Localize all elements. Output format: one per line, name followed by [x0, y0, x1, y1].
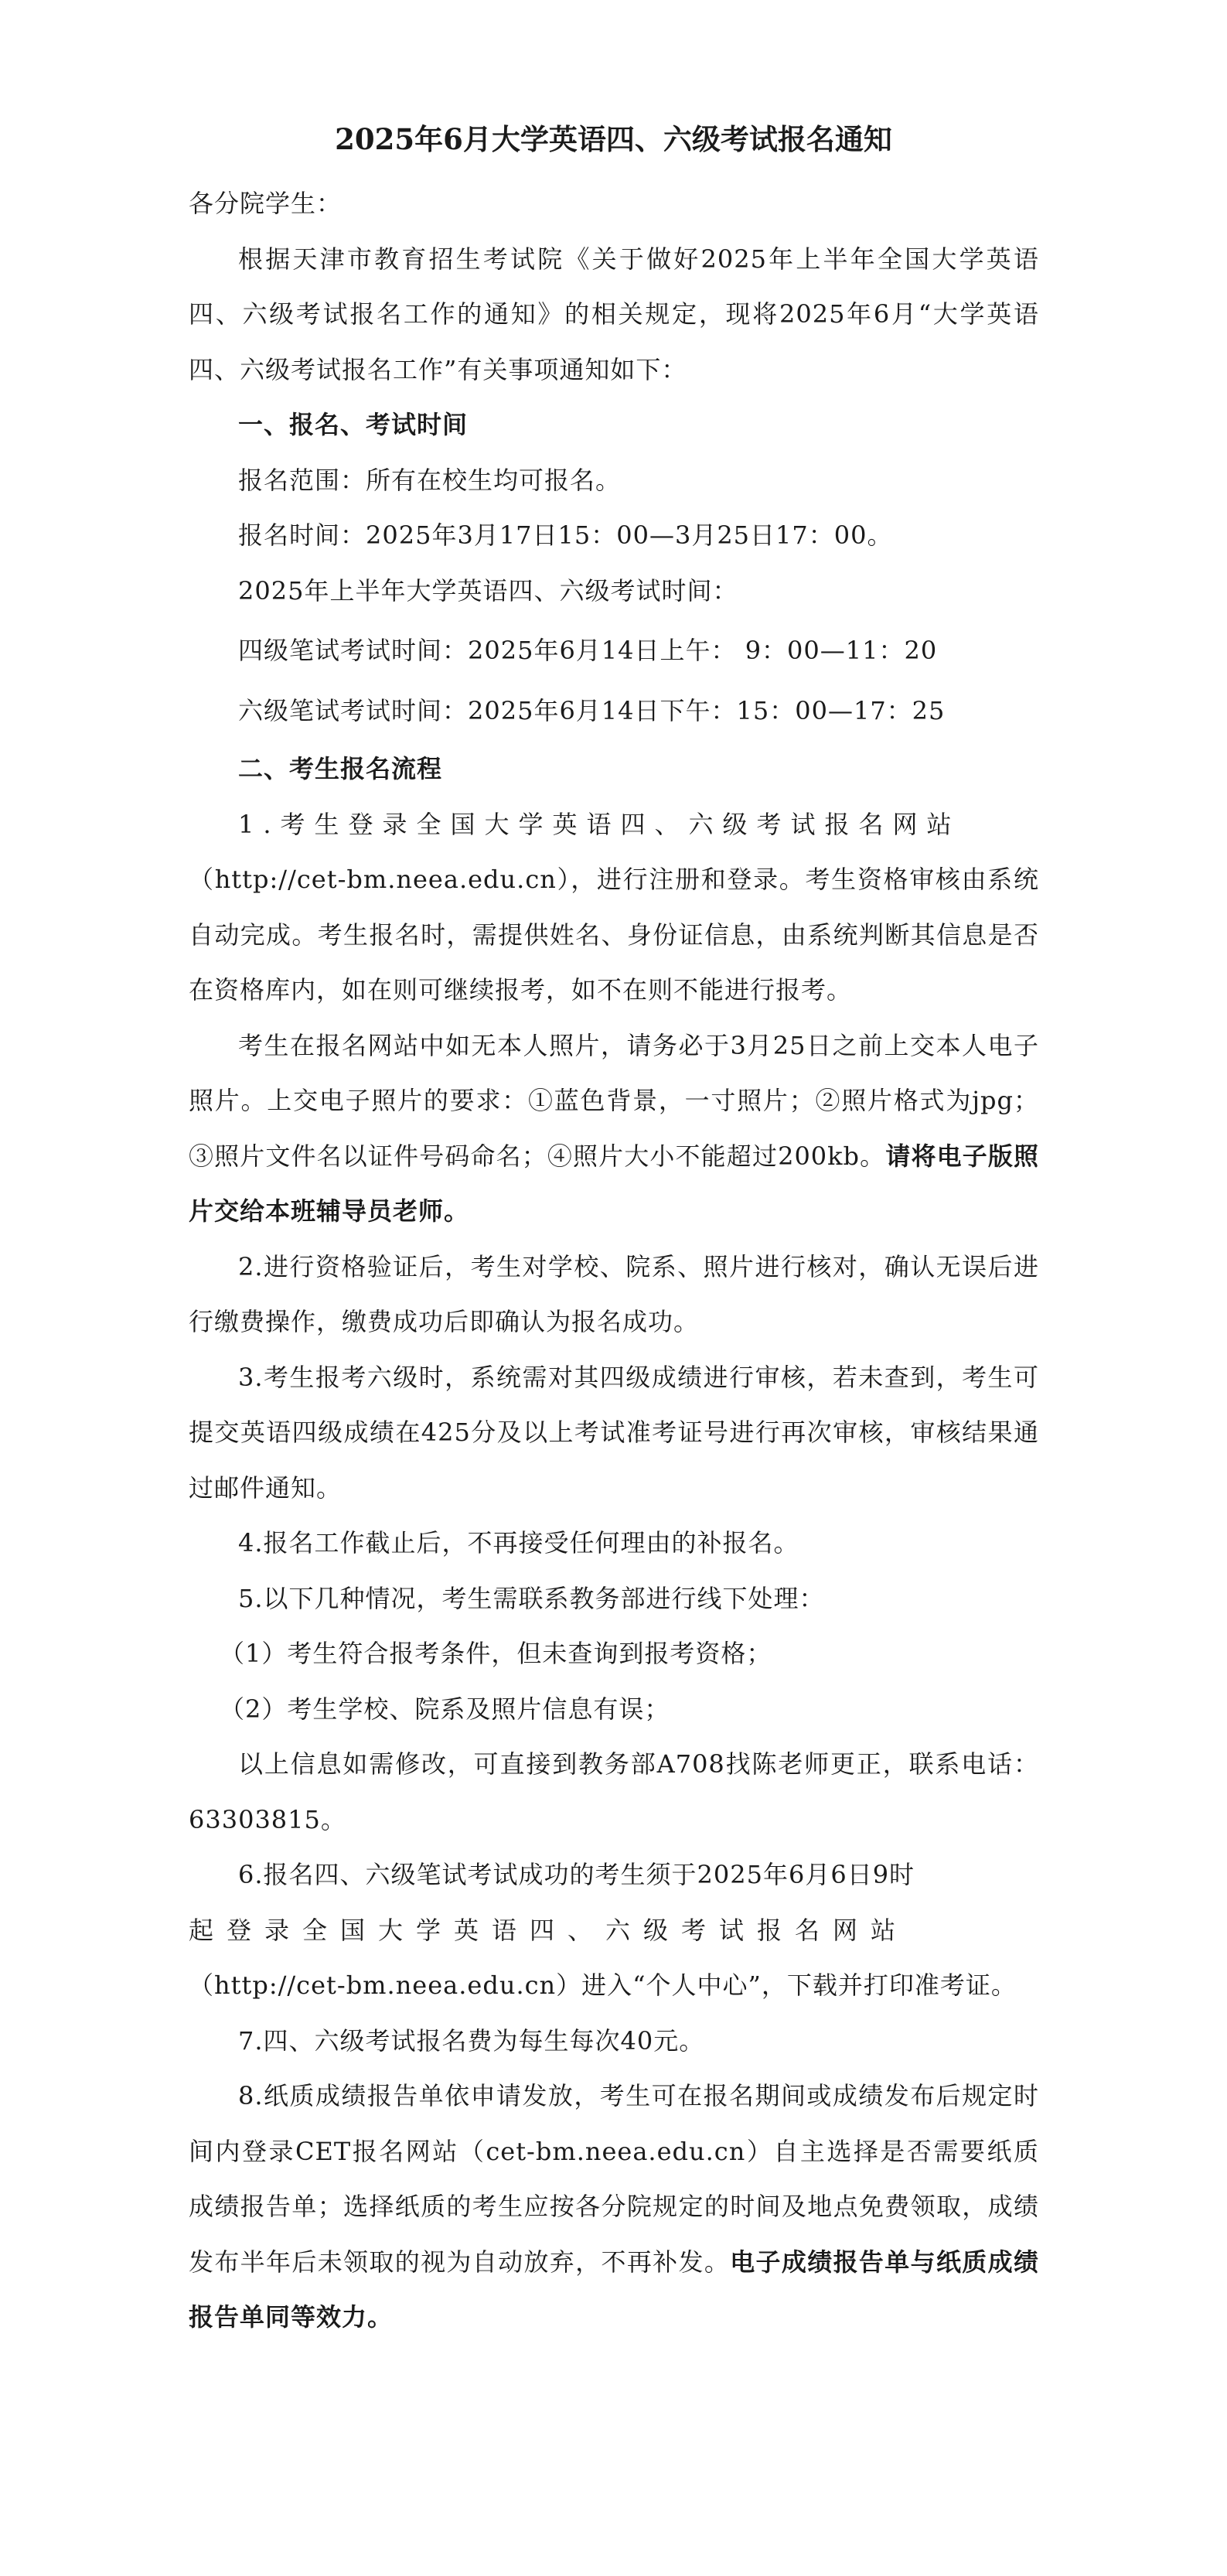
step-8-validity-note: 电子成绩报告单与纸质成绩报告单同等效力。: [189, 2247, 1039, 2332]
page-title: 2025年6月大学英语四、六级考试报名通知: [335, 122, 892, 156]
photo-requirements-text: 考生在报名网站中如无本人照片，请务必于3月25日之前上交本人电子照片。上交电子照片的要求：①蓝色背景，一寸照片；②照片格式为jpg；③照片文件名以证件号码命名；④照片大小不能超过200kb。: [189, 1030, 1039, 1171]
registration-time: 报名时间：2025年3月17日15：00—3月25日17：00。: [238, 520, 893, 550]
step-1-detail: （http://cet-bm.neea.edu.cn），进行注册和登录。考生资格审核由系统自动完成。考生报名时，需提供姓名、身份证信息，由系统判断其信息是否在资格库内，如在则可继续报考，如不在则不能进行报考。: [189, 865, 1039, 1005]
step-5-contact-note: 以上信息如需修改，可直接到教务部A708找陈老师更正，联系电话：63303815。: [189, 1749, 1039, 1834]
step-5: 5.以下几种情况，考生需联系教务部进行线下处理：: [238, 1583, 825, 1613]
salutation: 各分院学生：: [189, 189, 343, 218]
cet6-exam-time: 六级笔试考试时间：2025年6月14日下午：15：00—17：25: [238, 695, 946, 725]
step-3: 3.考生报考六级时，系统需对其四级成绩进行审核，若未查到，考生可提交英语四级成绩在425分及以上考试准考证号进行再次审核，审核结果通过邮件通知。: [189, 1362, 1039, 1503]
photo-requirements: [189, 1018, 1039, 1240]
photo-submit-note: 请将电子版照片交给本班辅导员老师。: [189, 1141, 1039, 1226]
intro-paragraph: 根据天津市教育招生考试院《关于做好2025年上半年全国大学英语四、六级考试报名工作的通知》的相关规定，现将2025年6月“大学英语四、六级考试报名工作”有关事项通知如下：: [189, 244, 1039, 384]
step-6: [189, 1848, 1039, 2014]
step-1-lead: 1.考生登录全国大学英语四、六级考试报名网站: [238, 809, 961, 839]
step-5-case-2: （2）考生学校、院系及照片信息有误；: [220, 1694, 670, 1724]
step-6-spread-line: 起登录全国大学英语四、六级考试报名网站: [189, 1915, 909, 1945]
section-2-heading: 二、考生报名流程: [238, 754, 443, 783]
registration-scope: 报名范围：所有在校生均可报名。: [238, 465, 622, 495]
cet4-exam-time: 四级笔试考试时间：2025年6月14日上午： 9：00—11：20: [238, 636, 938, 665]
step-4: 4.报名工作截止后，不再接受任何理由的补报名。: [238, 1528, 799, 1558]
step-7: 7.四、六级考试报名费为每生每次40元。: [238, 2025, 705, 2056]
section-1-heading: 一、报名、考试时间: [238, 410, 469, 439]
step-2: 2.进行资格验证后，考生对学校、院系、照片进行核对，确认无误后进行缴费操作，缴费成功后即确认为报名成功。: [189, 1251, 1039, 1336]
step-6-lead: 6.报名四、六级笔试考试成功的考生须于2025年6月6日9时: [238, 1860, 915, 1889]
step-8-text: 8.纸质成绩报告单依申请发放，考生可在报名期间或成绩发布后规定时间内登录CET报名网站（cet-bm.neea.edu.cn）自主选择是否需要纸质成绩报告单；选择纸质的考生应按各分院规定的时间及地点免费领取，成绩发布半年后未领取的视为自动放弃，不再补发。: [189, 2081, 1039, 2277]
step-6-detail: （http://cet-bm.neea.edu.cn）进入“个人中心”，下载并打印准考证。: [189, 1970, 1017, 2000]
exam-time-intro: 2025年上半年大学英语四、六级考试时间：: [238, 575, 738, 606]
step-5-case-1: （1）考生符合报考条件，但未查询到报考资格；: [220, 1639, 772, 1668]
notice-body: [189, 176, 1039, 2346]
step-1: [189, 797, 1039, 1018]
step-8: [189, 2069, 1039, 2346]
